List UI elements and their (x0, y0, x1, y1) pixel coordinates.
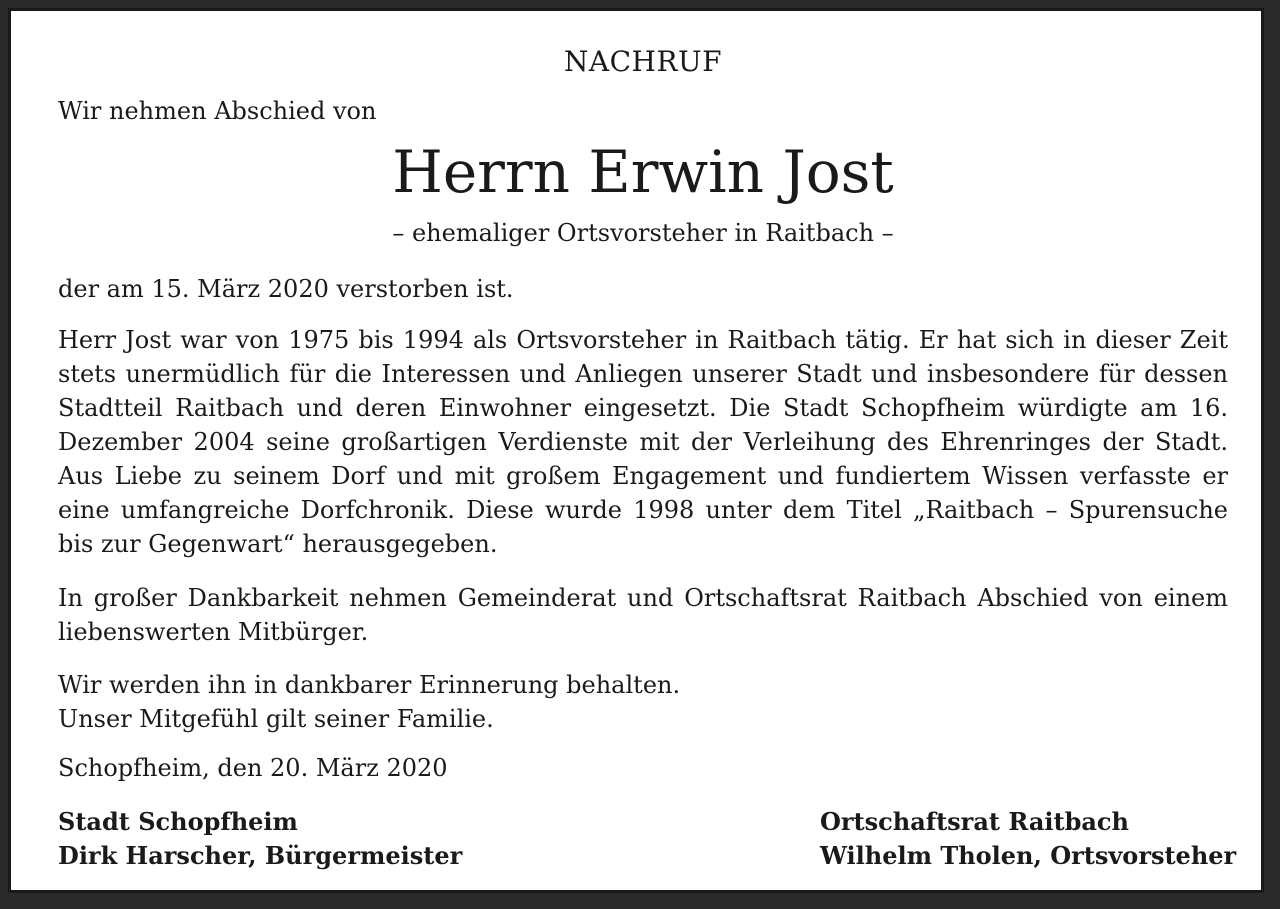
obituary-frame (8, 8, 1264, 893)
farewell-paragraph: In großer Dankbarkeit nehmen Gemeinderat und Ortschaftsrat Raitbach Abschied von einem liebenswerten Mitbürger. (58, 584, 1228, 646)
signature-left (58, 805, 462, 873)
signature-right (820, 805, 1236, 873)
intro-line: Wir nehmen Abschied von (58, 97, 377, 125)
deceased-name: Herrn Erwin Jost (392, 138, 894, 206)
closing-line-1: Wir werden ihn in dankbarer Erinnerung behalten. (58, 671, 681, 699)
obituary-content (58, 11, 1237, 890)
signature-left-org: Stadt Schopfheim (58, 807, 298, 836)
signature-left-person: Dirk Harscher, Bürgermeister (58, 841, 463, 870)
signature-right-person: Wilhelm Tholen, Ortsvorsteher (820, 841, 1237, 870)
heading: NACHRUF (563, 45, 723, 78)
closing-line-2: Unser Mitgefühl gilt seiner Familie. (58, 705, 494, 733)
death-line: der am 15. März 2020 verstorben ist. (58, 275, 514, 303)
biography-paragraph: Herr Jost war von 1975 bis 1994 als Ortsvorsteher in Raitbach tätig. Er hat sich in dieser Zeit stets unermüdlich für die Interessen und Anliegen unserer Stadt und insbesondere für dessen Stadtteil Raitbach und deren Einwohner eingesetzt. Die Stadt Schopfheim würdigte am 16. Dezember 2004 seine großartigen Verdienste mit der Verleihung des Ehrenringes der Stadt. Aus Liebe zu seinem Dorf und mit großem Engagement und fundiertem Wissen verfasste er eine umfangreiche Dorfchronik. Diese wurde 1998 unter dem Titel „Raitbach – Spurensuche bis zur Gegenwart“ herausgegeben. (58, 326, 1228, 558)
deceased-role: – ehemaliger Ortsvorsteher in Raitbach – (392, 219, 894, 247)
place-date: Schopfheim, den 20. März 2020 (58, 754, 448, 782)
signature-right-org: Ortschaftsrat Raitbach (820, 807, 1129, 836)
